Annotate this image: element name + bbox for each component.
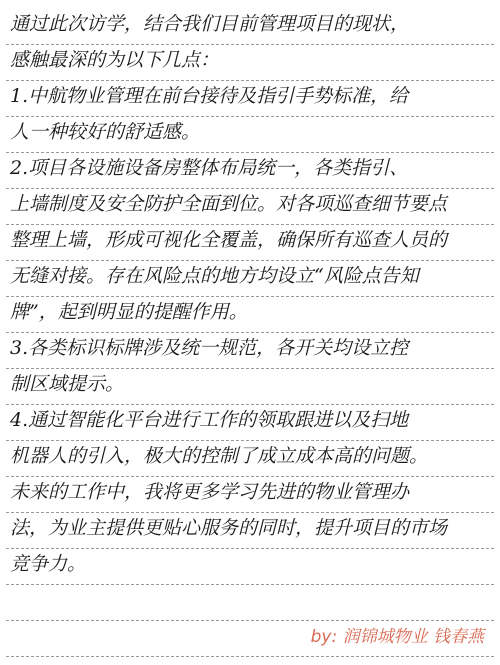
text-line: 无缝对接。存在风险点的地方均设立“风险点告知	[10, 265, 419, 287]
text-line: 竞争力。	[10, 553, 87, 575]
text-line: 制区域提示。	[10, 373, 125, 395]
text-line: 机器人的引入，极大的控制了成立成本高的问题。	[10, 445, 429, 467]
ruled-line	[6, 656, 494, 657]
ruled-line	[6, 584, 494, 585]
text-line: 未来的工作中，我将更多学习先进的物业管理办	[10, 481, 410, 503]
text-line: 整理上墙，形成可视化全覆盖，确保所有巡查人员的	[10, 229, 448, 251]
text-line: 通过此次访学，结合我们目前管理项目的现状，	[10, 13, 410, 35]
text-line: 上墙制度及安全防护全面到位。对各项巡查细节要点	[10, 193, 448, 215]
text-line: 4.通过智能化平台进行工作的领取跟进以及扫地	[10, 409, 409, 431]
text-line: 法，为业主提供更贴心服务的同时，提升项目的市场	[10, 517, 448, 539]
text-line: 人一种较好的舒适感。	[10, 121, 201, 143]
author-signature: by: 润锦城物业 钱春燕	[310, 627, 484, 647]
text-line: 感触最深的为以下几点：	[10, 49, 220, 71]
text-line: 3.各类标识标牌涉及统一规范，各开关均设立控	[10, 337, 409, 359]
text-line: 2.项目各设施设备房整体布局统一，各类指引、	[10, 157, 409, 179]
text-line: 1.中航物业管理在前台接待及指引手势标准，给	[10, 85, 409, 107]
text-line: 牌”，起到明显的提醒作用。	[10, 301, 248, 323]
